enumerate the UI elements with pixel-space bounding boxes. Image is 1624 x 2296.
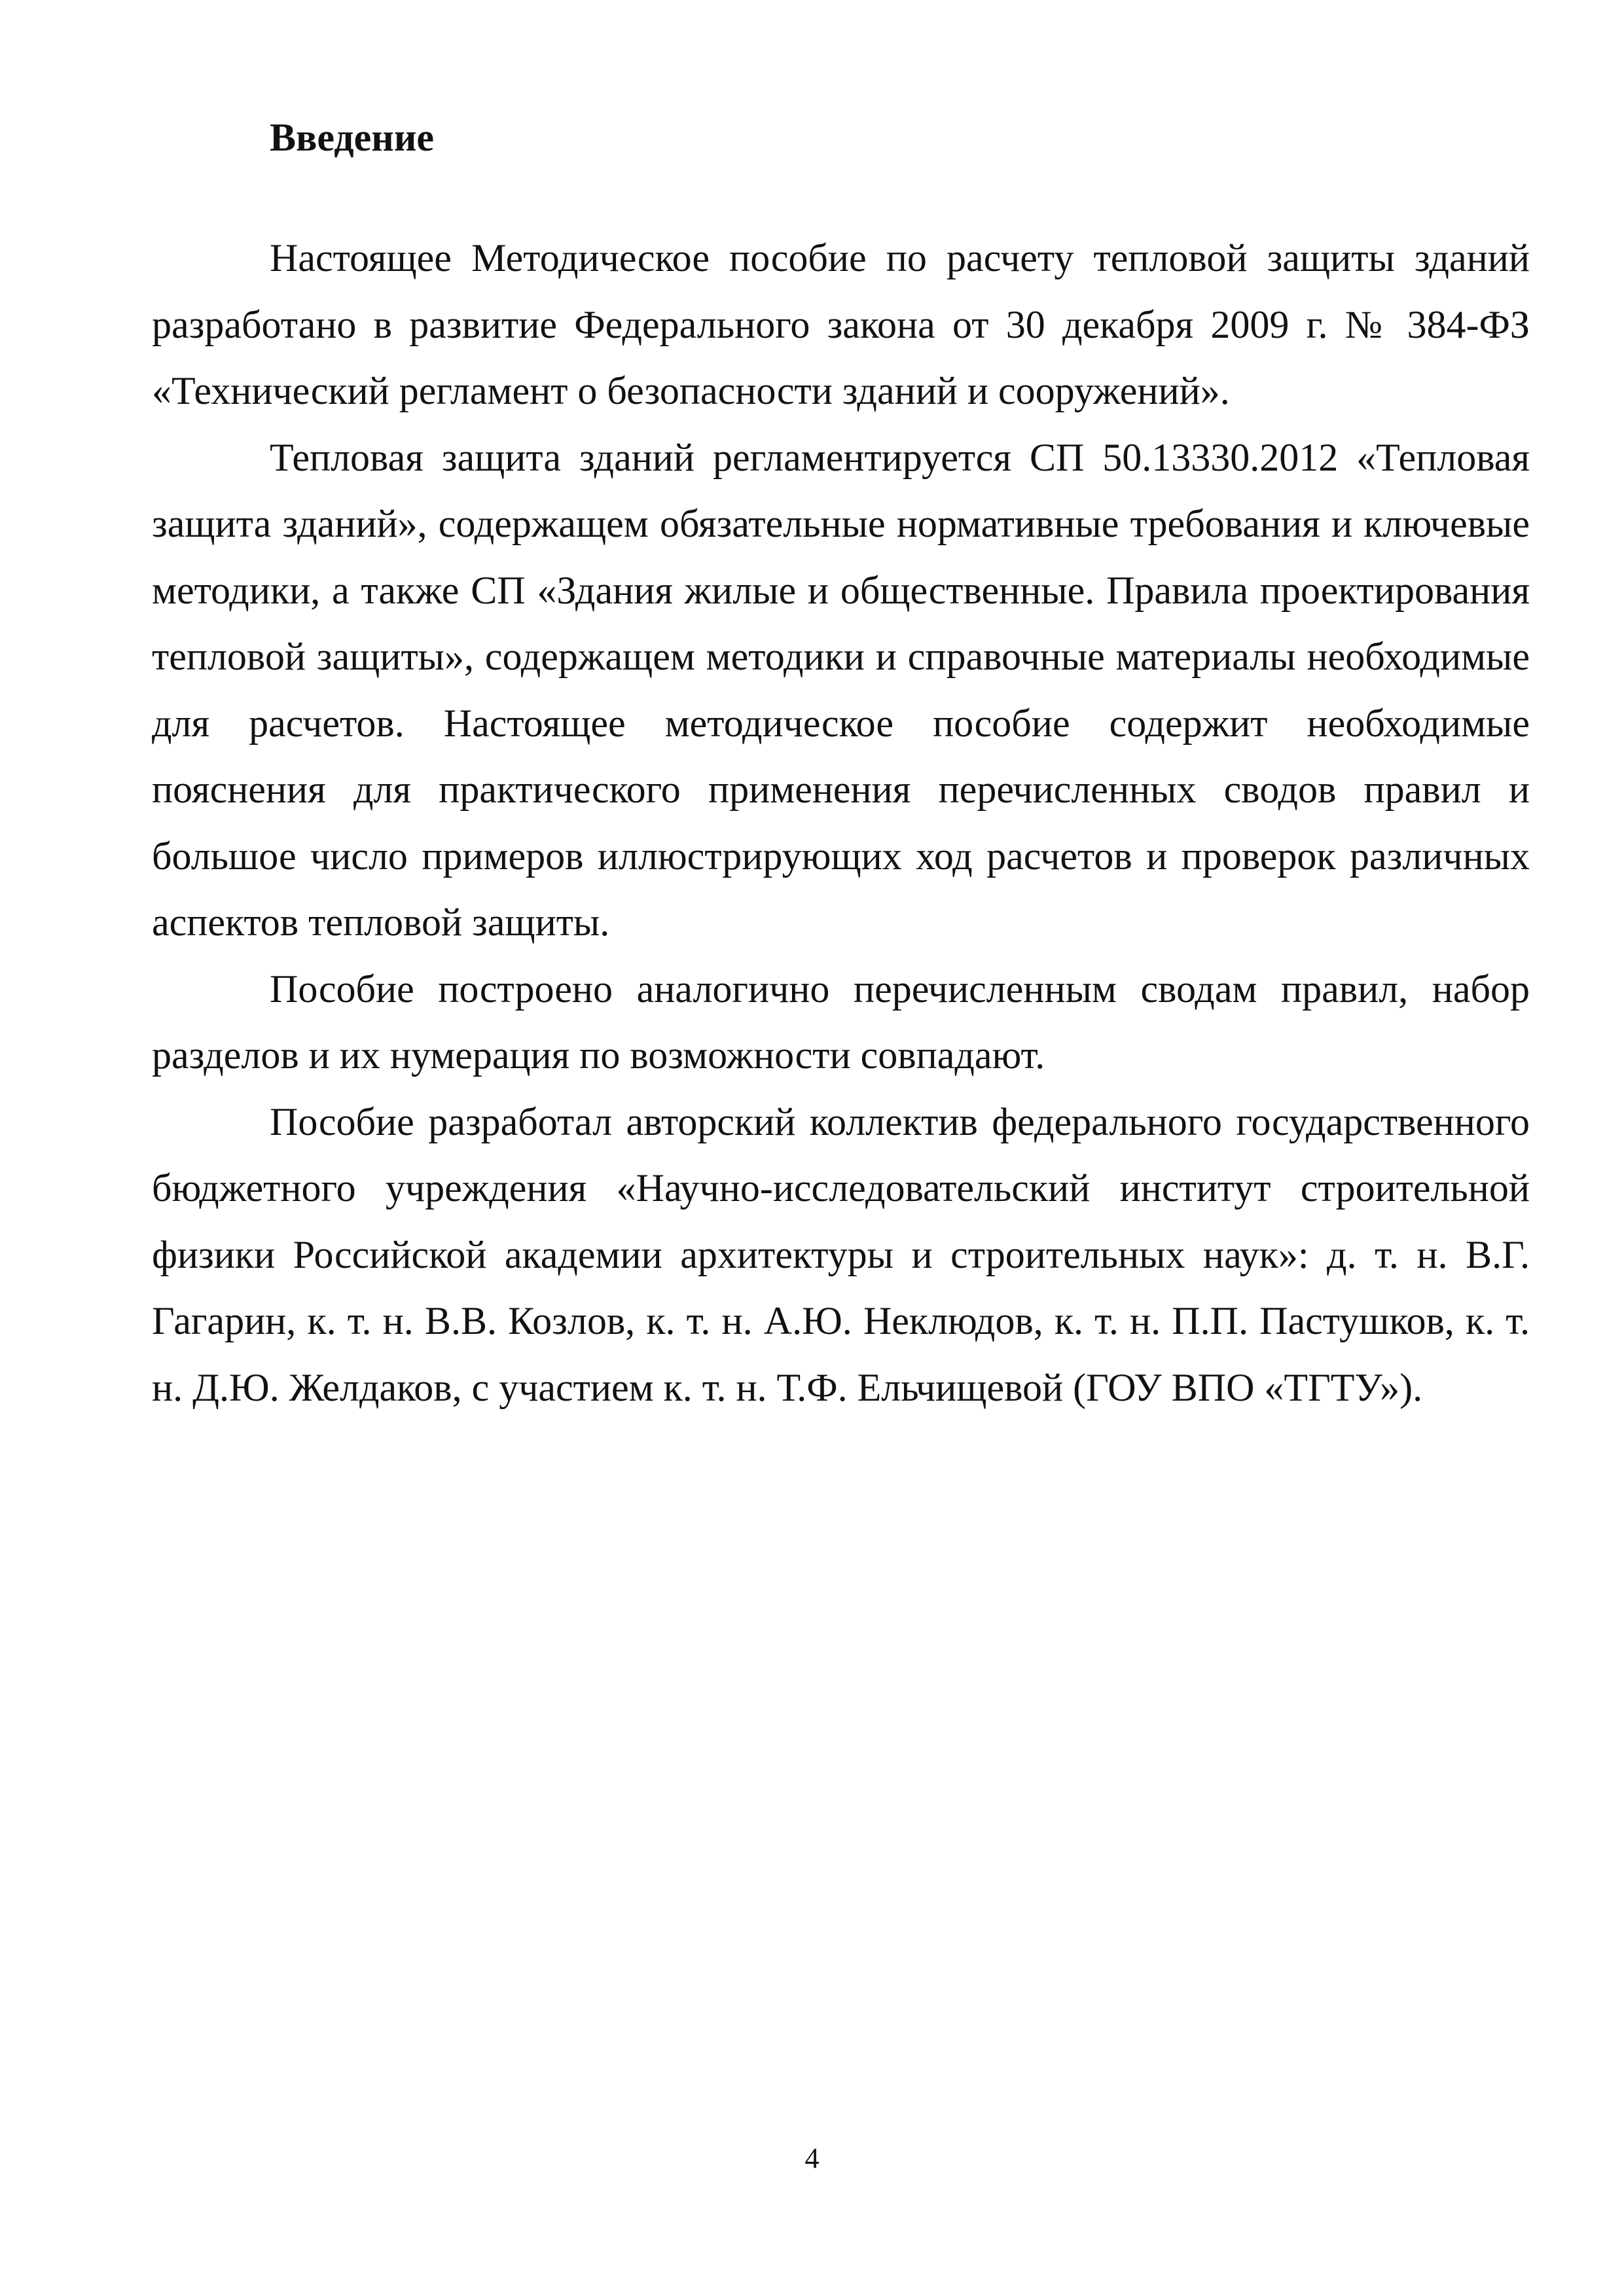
page-title: Введение	[270, 116, 435, 159]
paragraph-regulations: Тепловая защита зданий регламентируется СП 50.13330.2012 «Тепловая защита зданий», содержащем обязательные нормативные требования и ключевые методики, а также СП «Здания жилые и общественные. Правила проектирования тепловой защиты», содержащем методики и справочные материалы необходимые для расчетов. Настоящее методическое пособие содержит необходимые пояснения для практического применения перечисленных сводов правил и большое число примеров иллюстрирующих ход расчетов и проверок различных аспектов тепловой защиты.	[152, 435, 1530, 944]
page-number: 4	[804, 2142, 820, 2174]
paragraph-authors: Пособие разработал авторский коллектив федерального государственного бюджетного учреждения «Научно-исследовательский институт строительной физики Российской академии архитектуры и строительных наук»: д. т. н. В.Г. Гагарин, к. т. н. В.В. Козлов, к. т. н. А.Ю. Неклюдов, к. т. н. П.П. Пастушков, к. т. н. Д.Ю. Желдаков, с участием к. т. н. Т.Ф. Ельчищевой (ГОУ ВПО «ТГТУ»).	[152, 1100, 1530, 1409]
paragraph-intro: Настоящее Методическое пособие по расчету тепловой защиты зданий разработано в развитие Федерального закона от 30 декабря 2009 г. № 384-ФЗ «Технический регламент о безопасности зданий и сооружений».	[152, 236, 1530, 412]
body-text	[152, 225, 1530, 1421]
paragraph-structure: Пособие построено аналогично перечисленным сводам правил, набор разделов и их нумерация по возможности совпадают.	[152, 967, 1530, 1077]
